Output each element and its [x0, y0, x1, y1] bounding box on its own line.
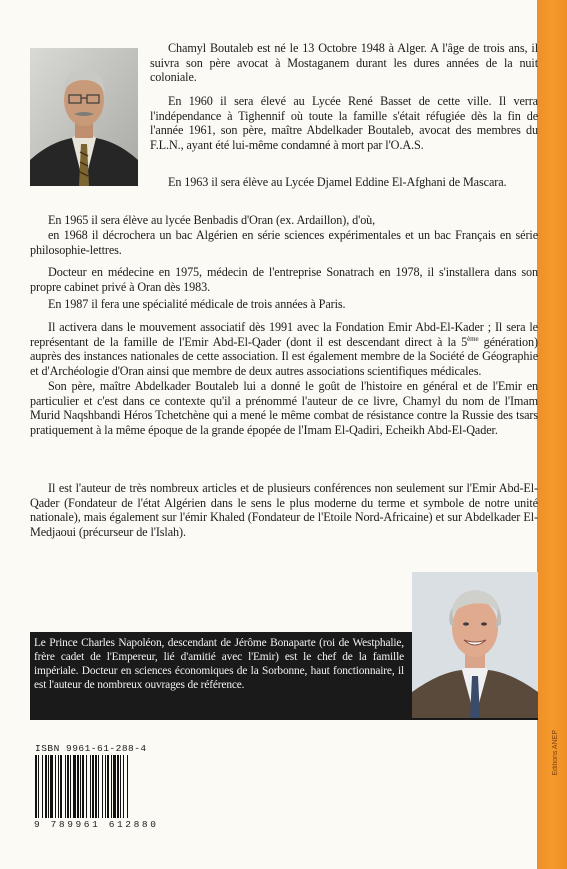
barcode-bar: [90, 755, 91, 818]
barcode-bar: [117, 755, 119, 818]
coauthor-photo: [412, 572, 538, 718]
barcode-bar: [50, 755, 53, 818]
barcode-bar: [111, 755, 112, 818]
isbn-label: ISBN 9961-61-288-4: [35, 743, 147, 754]
bio-paragraph-10: Il est l'auteur de très nombreux articles et de plusieurs conférences non seulement sur l'Emir Abd-El-Qader (Fondateur de l'état Algérien dans le sens le plus moderne du terme et symbole de notre unité nationale), mais également sur l'émir Khaled (Fondateur de l'Etoile Nord-Africaine) et sur Abdelkader El-Medjaoui (précurseur de l'Islah).: [30, 481, 538, 539]
barcode-bar: [123, 755, 124, 818]
bio-paragraph-8: [30, 320, 538, 378]
barcode-bar: [67, 755, 69, 818]
barcode-bar: [80, 755, 81, 818]
barcode-bar: [60, 755, 62, 818]
barcode-bar: [98, 755, 99, 818]
spine-publisher: Editions ANEP: [552, 730, 559, 776]
barcode-bar: [70, 755, 71, 818]
barcode-bar: [35, 755, 37, 818]
barcode-bar: [82, 755, 84, 818]
bio-paragraph-7: En 1987 il fera une spécialité médicale de trois années à Paris.: [48, 297, 346, 311]
barcode-bar: [105, 755, 106, 818]
barcode-bar: [92, 755, 94, 818]
generation-superscript: ème: [467, 334, 479, 343]
bio-paragraph-4: En 1965 il sera élève au lycée Benbadis d'Oran (ex. Ardaillon), d'où,: [48, 213, 376, 227]
author-photo: [30, 48, 138, 186]
barcode-bar: [55, 755, 56, 818]
bio-paragraph-6: Docteur en médecine en 1975, médecin de l'entreprise Sonatrach en 1978, il s'installera dans son propre cabinet privé à Oran dès 1983.: [30, 265, 538, 294]
barcode-bar: [113, 755, 116, 818]
barcode-bar: [102, 755, 103, 818]
bio-paragraph-8-part-b: génération) auprès des instances nationales de cette association. Il est également membre de la Société de Géographie et d'Archéologie d'Oran ainsi que membre de deux autres associations scientifiques médicales.: [30, 334, 538, 378]
barcode-bar: [65, 755, 66, 818]
barcode-bar: [86, 755, 87, 818]
bio-paragraph-2: En 1960 il sera élevé au Lycée René Basset de cette ville. Il verra l'indépendance à Tighennif où toute la famille s'était réfugiée dès la fin de l'année 1961, son père, maître Abdelkader Boutaleb, avocat des membres du F.L.N., ayant été lui-même condamné à mort par l'O.A.S.: [150, 94, 538, 152]
barcode-bar: [107, 755, 109, 818]
barcode-bar: [73, 755, 76, 818]
bio-paragraph-3: En 1963 il sera élève au Lycée Djamel Eddine El-Afghani de Mascara.: [168, 175, 507, 189]
barcode-bar: [120, 755, 121, 818]
coauthor-caption: Le Prince Charles Napoléon, descendant de Jérôme Bonaparte (roi de Westphalie, frère cadet de l'Empereur, lié d'amitié avec l'Emir) est le chef de la famille impériale. Docteur en sciences économiques de la Sorbonne, haut fonctionnaire, il est l'auteur de nombreux ouvrages de référence.: [34, 637, 404, 691]
barcode-bar: [45, 755, 47, 818]
bio-paragraph-1: Chamyl Boutaleb est né le 13 Octobre 1948 à Alger. A l'âge de trois ans, il suivra son père avocat à Mostaganem durant les dures années de la nuit coloniale.: [150, 41, 538, 85]
bio-paragraph-5: en 1968 il décrochera un bac Algérien en série sciences expérimentales et un bac Français en série philosophie-lettres.: [30, 228, 538, 257]
barcode-bar: [95, 755, 97, 818]
barcode-bar: [58, 755, 59, 818]
bio-paragraph-8-part-a: Il activera dans le mouvement associatif dès 1991 avec la Fondation Emir Abd-El-Kader ; Il sera le représentant de la famille de l'Emir Abd-El-Qader (dont il est descendant direct à la 5: [30, 320, 538, 349]
barcode-bar: [48, 755, 49, 818]
barcode-digits: 9 789961 612880: [34, 819, 159, 830]
barcode-bar: [38, 755, 39, 818]
barcode-bar: [42, 755, 43, 818]
bio-paragraph-9: Son père, maître Abdelkader Boutaleb lui a donné le goût de l'histoire en général et de l'Emir en particulier et c'est dans ce contexte qu'il a prénommé l'auteur de ce livre, Chamyl du nom de l'Imam Murid Naqshbandi Héros Tchetchène qui a mené le même combat de résistance contre la Russie des tsars pratiquement à la même époque de la grande épopée de l'Imam El-Qadiri, Echeikh Abd-El-Qader.: [30, 379, 538, 437]
barcode-bar: [77, 755, 79, 818]
barcode: [33, 755, 197, 818]
barcode-bar: [127, 755, 128, 818]
